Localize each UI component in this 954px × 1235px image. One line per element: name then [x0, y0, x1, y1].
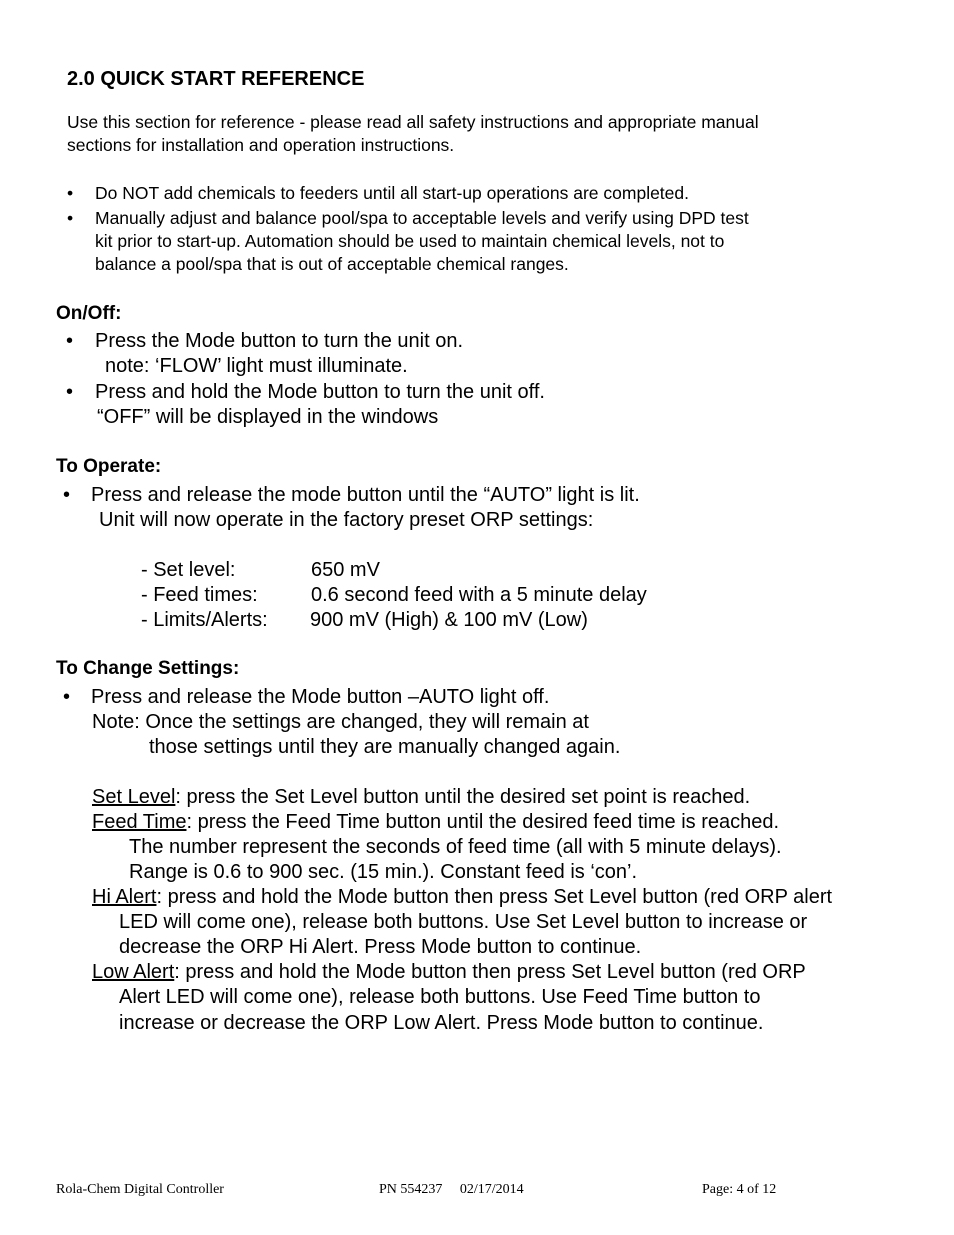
change-note-line-1: Note: Once the settings are changed, they will remain at: [92, 711, 589, 733]
footer-page-number: Page: 4 of 12: [702, 1182, 777, 1197]
low-alert-line-2: Alert LED will come one), release both buttons. Use Feed Time button to: [119, 986, 761, 1008]
operate-continuation: Unit will now operate in the factory preset ORP settings:: [99, 509, 594, 531]
change-note-line-2: those settings until they are manually changed again.: [149, 736, 621, 758]
low-alert-term: Low Alert: [92, 961, 175, 983]
setting-value-feed-times: 0.6 second feed with a 5 minute delay: [311, 584, 647, 606]
safety-bullet-1: Do NOT add chemicals to feeders until all start-up operations are completed.: [95, 183, 690, 203]
hi-alert-line-3: decrease the ORP Hi Alert. Press Mode button to continue.: [119, 936, 642, 958]
hi-alert-line-2: LED will come one), release both buttons. Use Set Level button to increase or: [119, 911, 808, 933]
footer-part-number: PN 554237 02/17/2014: [379, 1182, 524, 1197]
feed-time-term: Feed Time: [92, 811, 187, 833]
operate-heading: To Operate:: [56, 456, 162, 477]
bullet-icon: •: [66, 330, 74, 352]
operate-bullet-1: Press and release the mode button until the “AUTO” light is lit.: [91, 484, 640, 506]
safety-bullet-2-line-2: kit prior to start-up. Automation should be used to maintain chemical levels, not to: [95, 231, 725, 251]
on-off-note-1: note: ‘FLOW’ light must illuminate.: [105, 355, 408, 377]
feed-time-line-2: The number represent the seconds of feed time (all with 5 minute delays).: [129, 836, 782, 858]
bullet-icon: •: [67, 208, 74, 228]
set-level-paragraph: [92, 786, 750, 809]
feed-time-line-3: Range is 0.6 to 900 sec. (15 min.). Constant feed is ‘con’.: [129, 861, 638, 883]
bullet-icon: •: [66, 381, 74, 403]
change-heading: To Change Settings:: [56, 658, 240, 679]
section-title: 2.0 QUICK START REFERENCE: [67, 68, 365, 90]
setting-value-set-level: 650 mV: [311, 559, 380, 581]
safety-bullet-2-line-3: balance a pool/spa that is out of acceptable chemical ranges.: [95, 254, 569, 274]
low-alert-line-3: increase or decrease the ORP Low Alert. Press Mode button to continue.: [119, 1012, 764, 1034]
hi-alert-term: Hi Alert: [92, 886, 157, 908]
change-bullet-1: Press and release the Mode button –AUTO light off.: [91, 686, 550, 708]
set-level-text: : press the Set Level button until the desired set point is reached.: [175, 786, 751, 808]
setting-label-feed-times: - Feed times:: [141, 584, 258, 606]
intro-line-1: Use this section for reference - please read all safety instructions and appropriate manual: [67, 112, 759, 132]
bullet-icon: •: [67, 183, 74, 203]
bullet-icon: •: [63, 686, 71, 708]
intro-line-2: sections for installation and operation instructions.: [67, 135, 455, 155]
low-alert-text: : press and hold the Mode button then press Set Level button (red ORP: [174, 961, 806, 983]
on-off-bullet-1: Press the Mode button to turn the unit on.: [95, 330, 464, 352]
on-off-heading: On/Off:: [56, 303, 122, 324]
feed-time-paragraph: [92, 811, 779, 834]
setting-label-set-level: - Set level:: [141, 559, 236, 581]
set-level-term: Set Level: [92, 786, 176, 808]
low-alert-paragraph: [92, 961, 806, 984]
setting-label-limits: - Limits/Alerts:: [141, 609, 268, 631]
hi-alert-paragraph: [92, 886, 832, 909]
safety-bullet-2-line-1: Manually adjust and balance pool/spa to acceptable levels and verify using DPD test: [95, 208, 749, 228]
setting-value-limits: 900 mV (High) & 100 mV (Low): [310, 609, 588, 631]
on-off-bullet-2: Press and hold the Mode button to turn the unit off.: [95, 381, 545, 403]
hi-alert-text: : press and hold the Mode button then press Set Level button (red ORP alert: [156, 886, 833, 908]
bullet-icon: •: [63, 484, 71, 506]
feed-time-text: : press the Feed Time button until the desired feed time is reached.: [186, 811, 780, 833]
footer-product: Rola-Chem Digital Controller: [56, 1182, 224, 1197]
on-off-note-2: “OFF” will be displayed in the windows: [97, 406, 439, 428]
